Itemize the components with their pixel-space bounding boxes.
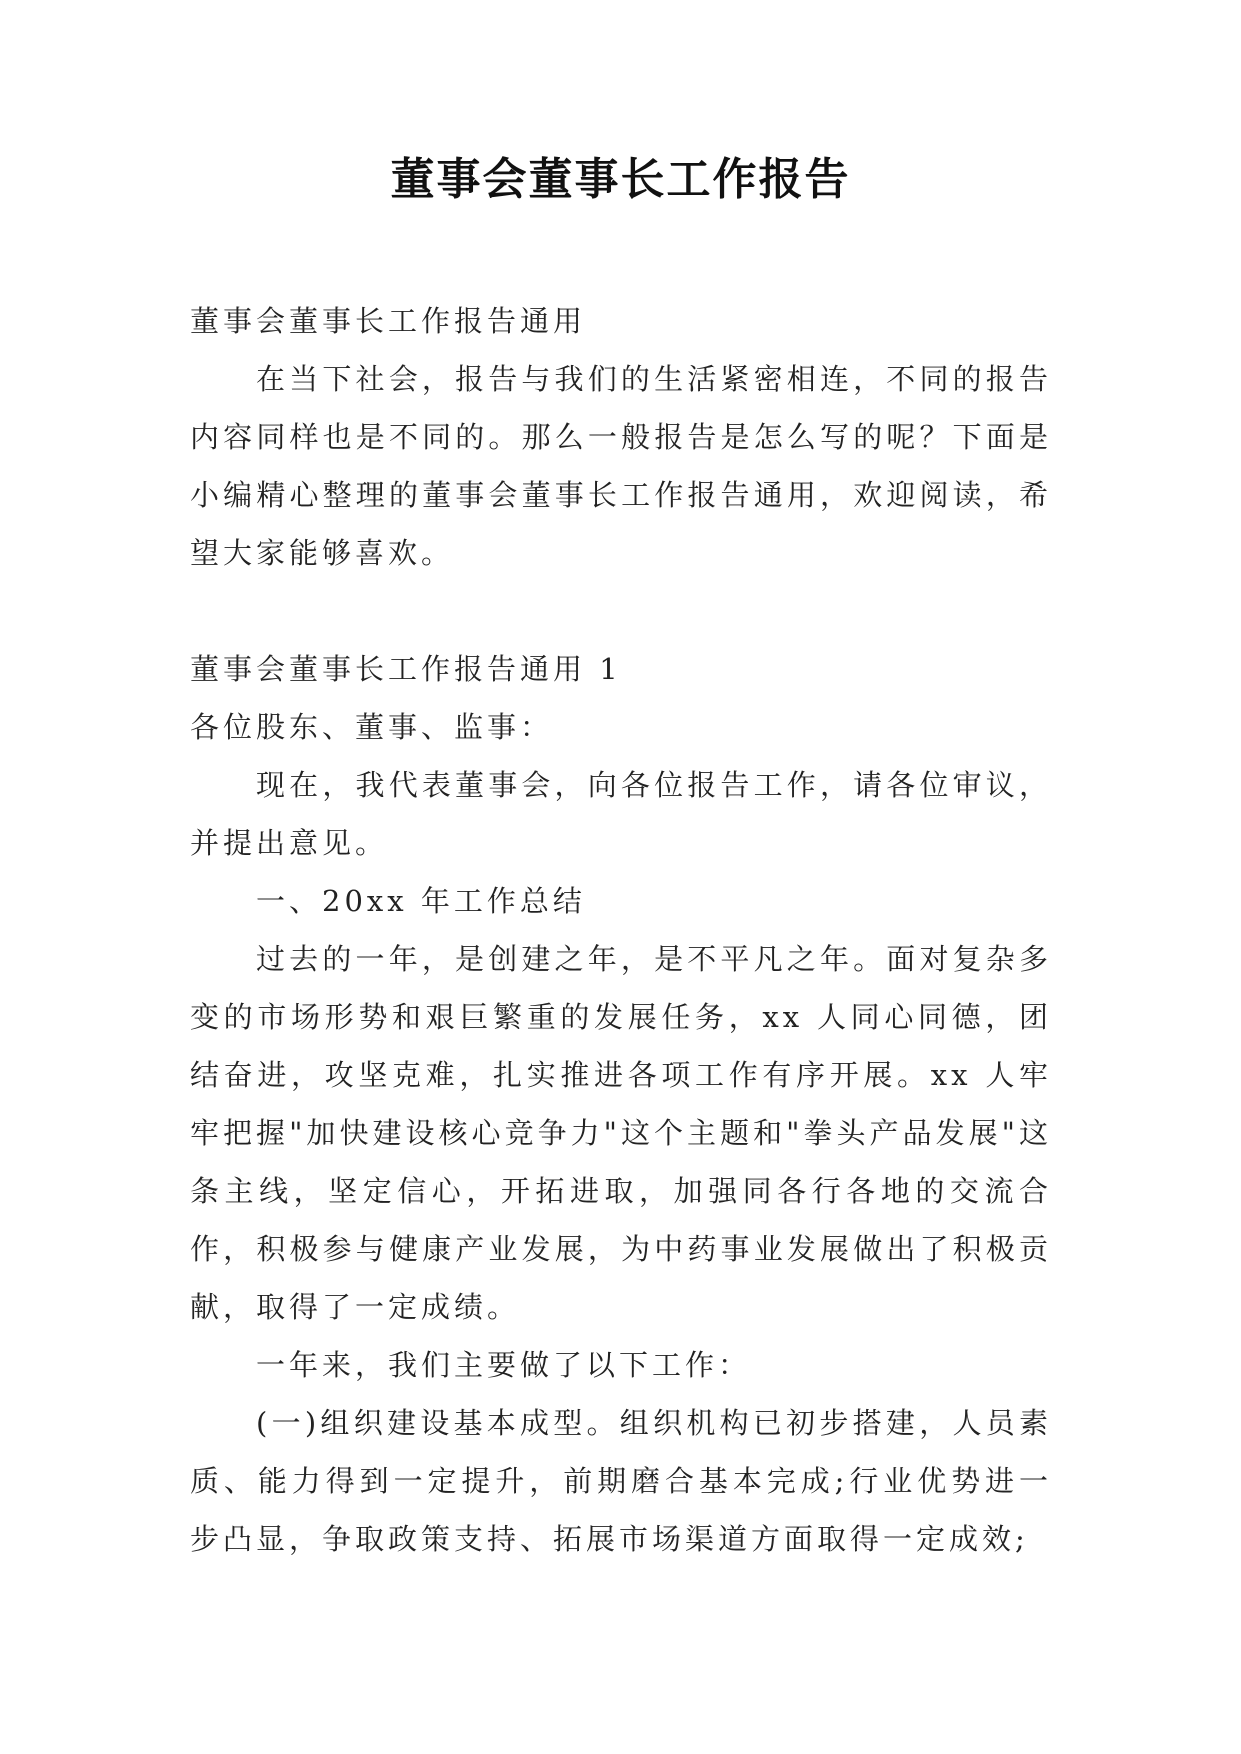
paragraph-heading-summary: 一、20xx 年工作总结 xyxy=(256,884,586,918)
paragraph-opening: 现在，我代表董事会，向各位报告工作，请各位审议，并提出意见。 xyxy=(190,768,1052,860)
paragraph-review: 过去的一年，是创建之年，是不平凡之年。面对复杂多变的市场形势和艰巨繁重的发展任务，xx 人同心同德，团结奋进，攻坚克难，扎实推进各项工作有序开展。xx 人牢牢把握"加快建设核心竞争力"这个主题和"拳头产品发展"这条主线，坚定信心，开拓进取，加强同各行各地的交流合作，积极参与健康产业发展，为中药事业发展做出了积极贡献，取得了一定成绩。 xyxy=(190,942,1052,1324)
paragraph-salutation: 各位股东、董事、监事： xyxy=(190,710,554,744)
document-title: 董事会董事长工作报告 xyxy=(390,154,851,205)
paragraph-intro: 在当下社会，报告与我们的生活紧密相连，不同的报告内容同样也是不同的。那么一般报告是怎么写的呢？下面是小编精心整理的董事会董事长工作报告通用，欢迎阅读，希望大家能够喜欢。 xyxy=(190,362,1052,570)
paragraph-spacer xyxy=(190,582,1052,640)
paragraph-item-1: (一)组织建设基本成型。组织机构已初步搭建，人员素质、能力得到一定提升，前期磨合基本完成;行业优势进一步凸显，争取政策支持、拓展市场渠道方面取得一定成效; xyxy=(190,1406,1052,1556)
document-body xyxy=(190,292,1052,1568)
paragraph-subtitle: 董事会董事长工作报告通用 xyxy=(190,304,587,338)
paragraph-work-intro: 一年来，我们主要做了以下工作： xyxy=(256,1348,752,1382)
paragraph-section-heading: 董事会董事长工作报告通用 1 xyxy=(190,652,622,686)
